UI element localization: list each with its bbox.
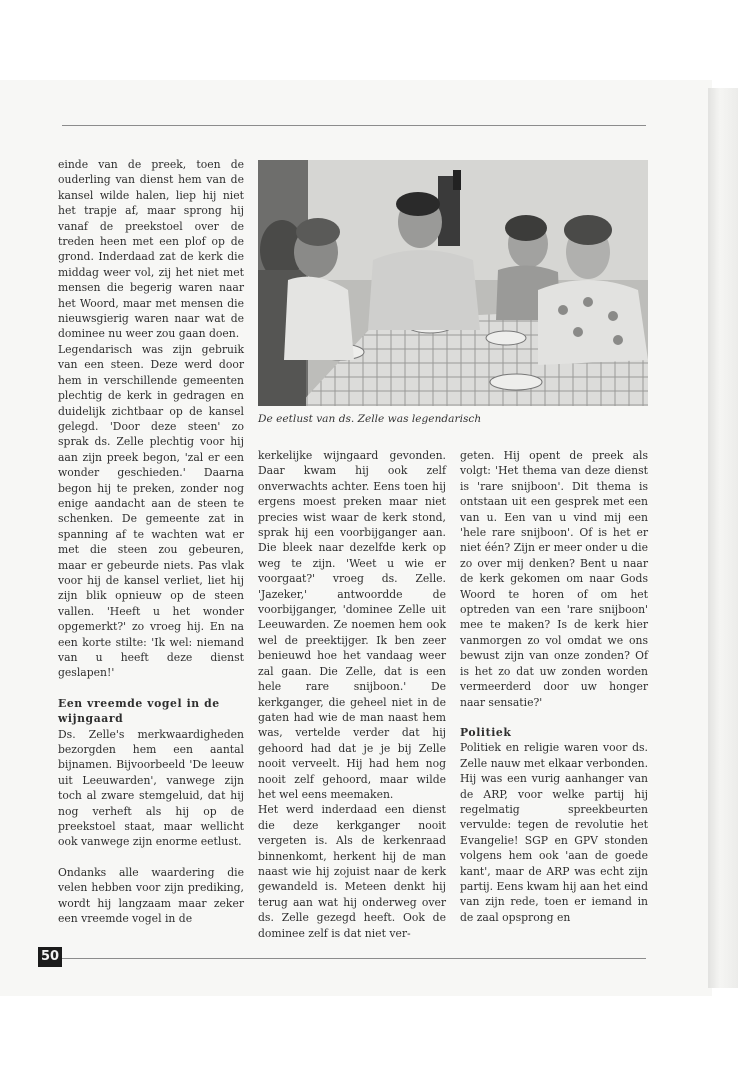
photo-caption: De eetlust van ds. Zelle was legendarisch bbox=[258, 413, 482, 425]
col1-paragraph-2: Legendarisch was zijn gebruik van een steen. Deze werd door hem in verschillende gemeenten plechtig de kerk in gedragen en duidelijk zichtbaar op de kansel gelegd. 'Door deze steen' zo sprak ds. Zelle plechtig voor hij aan zijn preek begon, 'zal er een wonder geschieden.' Daarna begon hij te preken, zonder nog enige aandacht aan de steen te schenken. De gemeente zat in spanning af te wachten wat er met die steen zou gebeuren, maar er gebeurde niets. Pas vlak voor hij de kansel verliet, liet hij zijn blik opnieuw op de steen vallen. 'Heeft u het wonder opgemerkt?' zo vroeg hij. En na een korte stilte: 'Ik wel: niemand van u heeft deze dienst geslapen!' bbox=[58, 342, 244, 680]
header-rule bbox=[62, 125, 646, 126]
section-heading-vreemde-vogel: Een vreemde vogel in de wijngaard bbox=[58, 696, 220, 726]
col1-paragraph-4: Ondanks alle waardering die velen hebben voor zijn prediking, wordt hij langzaam maar zeker een vreemde vogel in de bbox=[58, 865, 244, 926]
text-column-1 bbox=[58, 157, 244, 927]
col3-paragraph-2: Politiek en religie waren voor ds. Zelle nauw met elkaar verbonden. Hij was een vurig aanhanger van de ARP, voor welke partij hij regelmatig spreekbeurten vervulde: tegen de revolutie het Evangelie! SGP en GPV stonden volgens hem ook 'aan de goede kant', maar de ARP was echt zijn partij. Eens kwam hij aan het eind van zijn rede, toen er iemand in de zaal opsprong en bbox=[460, 741, 648, 924]
photo-dinner-table bbox=[258, 160, 648, 406]
facing-page-edge bbox=[708, 88, 738, 988]
text-column-2 bbox=[258, 448, 446, 941]
section-heading-politiek: Politiek bbox=[460, 725, 512, 739]
col2-paragraph-1: kerkelijke wijngaard gevonden. Daar kwam hij ook zelf onverwachts achter. Eens toen hij ergens moest preken maar niet precies wist waar de kerk stond, sprak hij een voorbijganger aan. Die bleek naar dezelfde kerk op weg te zijn. 'Weet u wie er voorgaat?' vroeg ds. Zelle. 'Jazeker,' antwoordde de voorbijganger, 'dominee Zelle uit Leeuwarden. Ze noemen hem ook wel de preektijger. Ik ben zeer benieuwd hoe het vandaag weer zal gaan. Die Zelle, dat is een hele rare snijboon.' De kerkganger, die geheel niet in de gaten had wie de man naast hem was, vertelde verder dat hij gehoord had dat je je bij Zelle nooit verveelt. Hij had hem nog nooit zelf gehoord, maar wilde het wel eens meemaken. bbox=[258, 449, 446, 801]
footer-rule bbox=[62, 958, 646, 959]
col1-paragraph-3: Ds. Zelle's merkwaardigheden bezorgden hem een aantal bijnamen. Bijvoorbeeld 'De leeuw uit Leeuwarden', vanwege zijn toch al zware stemgeluid, dat hij nog verheft als hij op de preekstoel staat, maar wellicht ook vanwege zijn enorme eetlust. bbox=[58, 727, 244, 849]
col3-paragraph-1: geten. Hij opent de preek als volgt: 'Het thema van deze dienst is 'rare snijboon'. Dit thema is ontstaan uit een gesprek met een van u. Een van u vind mij een 'hele rare snijboon'. Of is het er niet één? Zijn er meer onder u die zo over mij denken? Bent u naar de kerk gekomen om naar Gods Woord te horen of om het optreden van een 'rare snijboon' mee te maken? Is de kerk hier vanmorgen zo vol omdat we ons bewust zijn van onze zonden? Of is het zo dat uw zonden worden vermeerderd door uw honger naar sensatie?' bbox=[460, 449, 648, 709]
text-column-3 bbox=[460, 448, 648, 925]
page-number: 50 bbox=[38, 947, 62, 967]
col2-paragraph-2: Het werd inderdaad een dienst die deze kerkganger nooit vergeten is. Als de kerkenraad binnenkomt, herkent hij de man naast wie hij zojuist naar de kerk gewandeld is. Meteen denkt hij terug aan wat hij onderweg over ds. Zelle gezegd heeft. Ook de dominee zelf is dat niet ver- bbox=[258, 803, 446, 940]
col1-paragraph-1: einde van de preek, toen de ouderling van dienst hem van de kansel wilde halen, liep hij niet het trapje af, maar sprong hij vanaf de preekstoel over de treden heen met een plof op de grond. Inderdaad zat de kerk die middag weer vol, zij het niet met mensen die begerig waren naar het Woord, maar met mensen die nieuwsgierig waren naar wat de dominee nu weer zou gaan doen. bbox=[58, 158, 244, 341]
